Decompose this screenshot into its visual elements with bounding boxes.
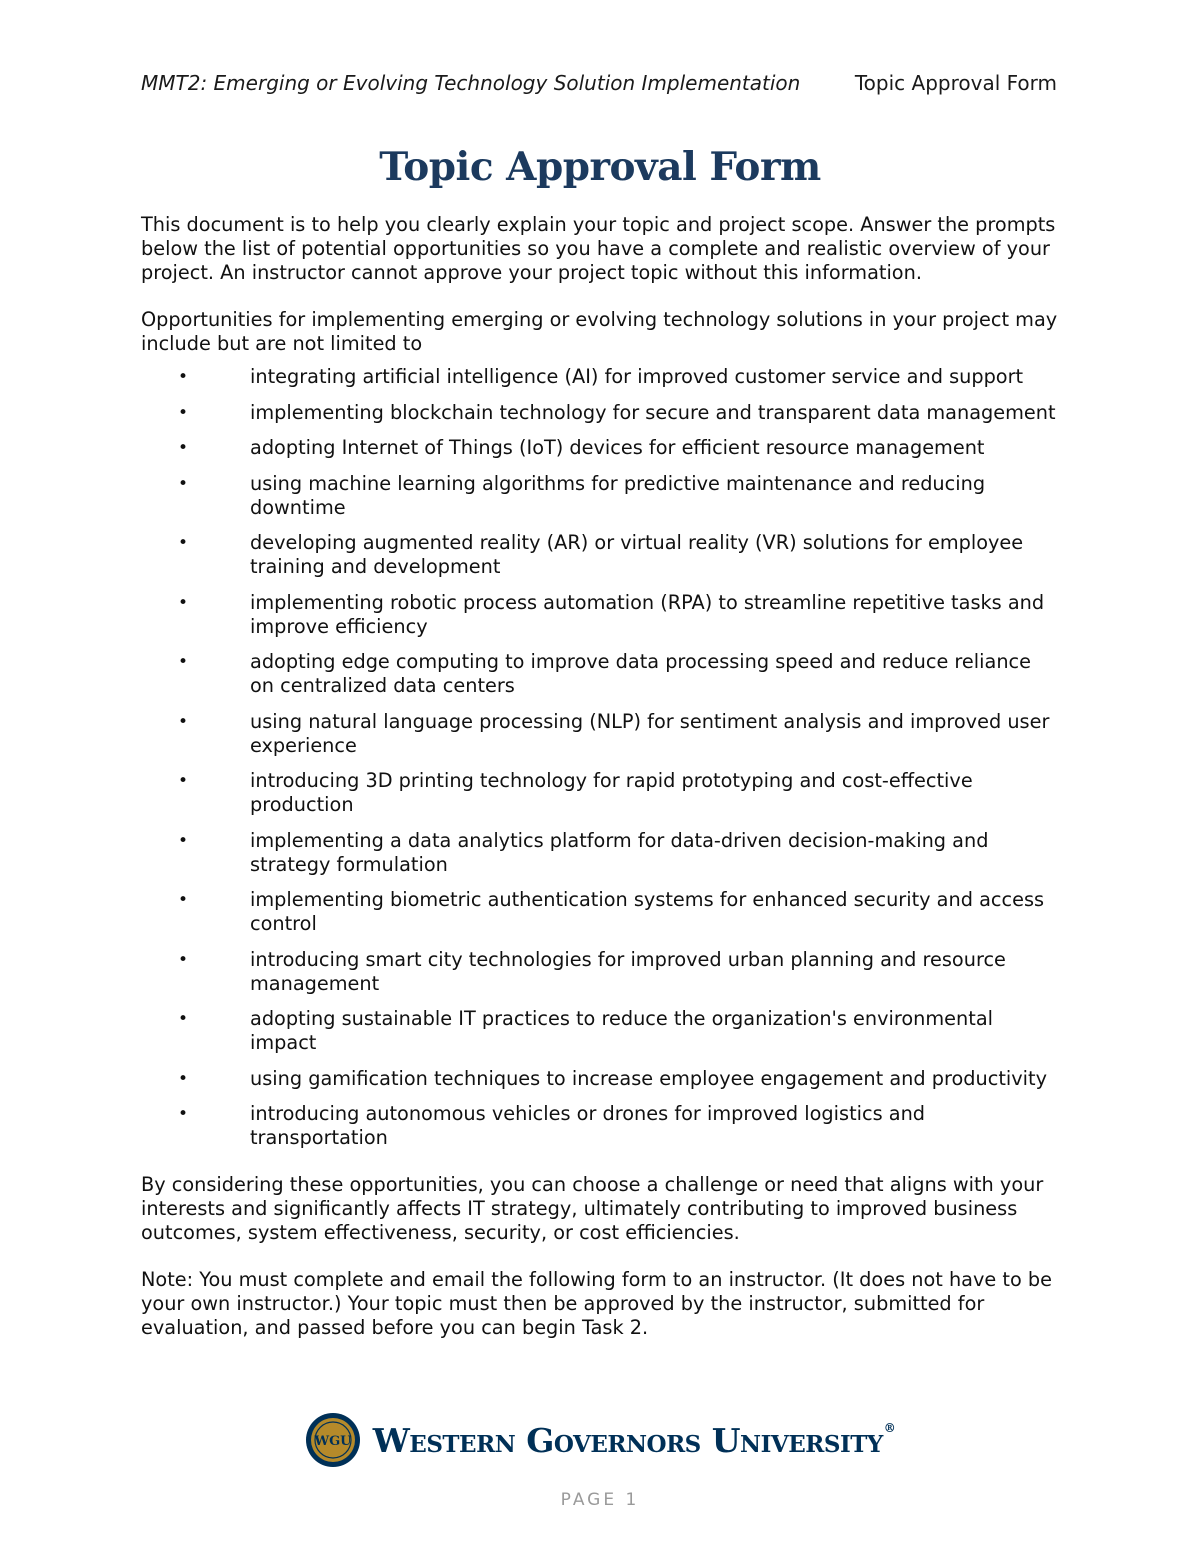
note-paragraph: Note: You must complete and email the following form to an instructor. (It does not have to be your own instructor.) Your topic must then be approved by the instructor, submitted for evaluation, and passed before you can begin Task 2. — [141, 1268, 1052, 1339]
list-item-text: using natural language processing (NLP) for sentiment analysis and improved user experience — [250, 709, 1050, 757]
list-item — [141, 365, 1061, 389]
list-item-text: implementing blockchain technology for secure and transparent data management — [250, 400, 1056, 424]
list-item-text: introducing 3D printing technology for rapid prototyping and cost-effective production — [250, 769, 973, 816]
list-item — [141, 531, 1061, 579]
form-name: Topic Approval Form — [854, 71, 1057, 95]
bullet-icon: • — [178, 533, 189, 553]
list-item — [141, 948, 1061, 996]
seal-text: WGU — [314, 1434, 352, 1449]
list-item — [141, 888, 1061, 936]
list-item-text: implementing a data analytics platform for data-driven decision-making and strategy formulation — [250, 828, 989, 876]
bullet-icon: • — [178, 652, 189, 672]
list-item — [141, 401, 1061, 425]
list-item-text: adopting Internet of Things (IoT) devices for efficient resource management — [250, 436, 985, 459]
list-item-text: implementing biometric authentication systems for enhanced security and access control — [250, 888, 1045, 935]
bullet-icon: • — [178, 367, 189, 387]
bullet-icon: • — [178, 438, 189, 458]
wgu-logo — [0, 1412, 1200, 1468]
opportunities-lead: Opportunities for implementing emerging or evolving technology solutions in your project may include but are not limited to — [141, 308, 1058, 355]
list-item — [141, 436, 1061, 460]
document-body — [141, 213, 1061, 1340]
bullet-icon: • — [178, 711, 189, 732]
course-title: MMT2: Emerging or Evolving Technology Solution Implementation — [141, 71, 801, 95]
bullet-icon: • — [178, 949, 189, 970]
logo-wordmark: Western Governors University® — [372, 1420, 896, 1460]
list-item-text: introducing autonomous vehicles or drones for improved logistics and transportation — [250, 1102, 926, 1149]
list-item-text: adopting sustainable IT practices to reduce the organization's environmental impact — [250, 1007, 993, 1054]
bullet-icon: • — [178, 771, 189, 791]
list-item-text: introducing smart city technologies for improved urban planning and resource management — [250, 947, 1006, 995]
list-item — [141, 769, 1061, 817]
bullet-icon: • — [178, 473, 189, 494]
list-item-text: adopting edge computing to improve data processing speed and reduce reliance on centralized data centers — [250, 650, 1032, 697]
list-item — [141, 1102, 1061, 1150]
registered-mark: ® — [883, 1420, 896, 1435]
bullet-icon: • — [178, 1104, 189, 1124]
list-item-text: using gamification techniques to increase employee engagement and productivity — [250, 1066, 1047, 1090]
list-item — [141, 829, 1061, 877]
list-item — [141, 650, 1061, 698]
bullet-icon: • — [178, 402, 189, 423]
list-item — [141, 1007, 1061, 1055]
closing-paragraph: By considering these opportunities, you can choose a challenge or need that aligns with your interests and significantly affects IT strategy, ultimately contributing to improved business outcomes, system effectiveness, security, or cost efficiencies. — [141, 1173, 1044, 1244]
list-item — [141, 710, 1061, 758]
university-seal-icon — [305, 1412, 361, 1468]
list-item-text: using machine learning algorithms for predictive maintenance and reducing downtime — [250, 471, 986, 519]
page-title: Topic Approval Form — [379, 144, 821, 190]
opportunities-list — [141, 365, 1061, 1150]
intro-paragraph: This document is to help you clearly explain your topic and project scope. Answer the prompts below the list of potential opportunities so you have a complete and realistic overview of your project. An instructor cannot approve your project topic without this information. — [141, 213, 1056, 284]
list-item — [141, 472, 1061, 520]
list-item — [141, 591, 1061, 639]
list-item-text: developing augmented reality (AR) or virtual reality (VR) solutions for employee training and development — [250, 531, 1024, 578]
list-item-text: implementing robotic process automation (RPA) to streamline repetitive tasks and improve efficiency — [250, 590, 1045, 638]
bullet-icon: • — [178, 830, 189, 851]
bullet-icon: • — [178, 890, 189, 910]
list-item — [141, 1067, 1061, 1091]
bullet-icon: • — [178, 1068, 189, 1089]
page-number: PAGE 1 — [560, 1490, 640, 1510]
list-item-text: integrating artificial intelligence (AI) for improved customer service and support — [250, 365, 1024, 388]
bullet-icon: • — [178, 1009, 189, 1029]
bullet-icon: • — [178, 592, 189, 613]
